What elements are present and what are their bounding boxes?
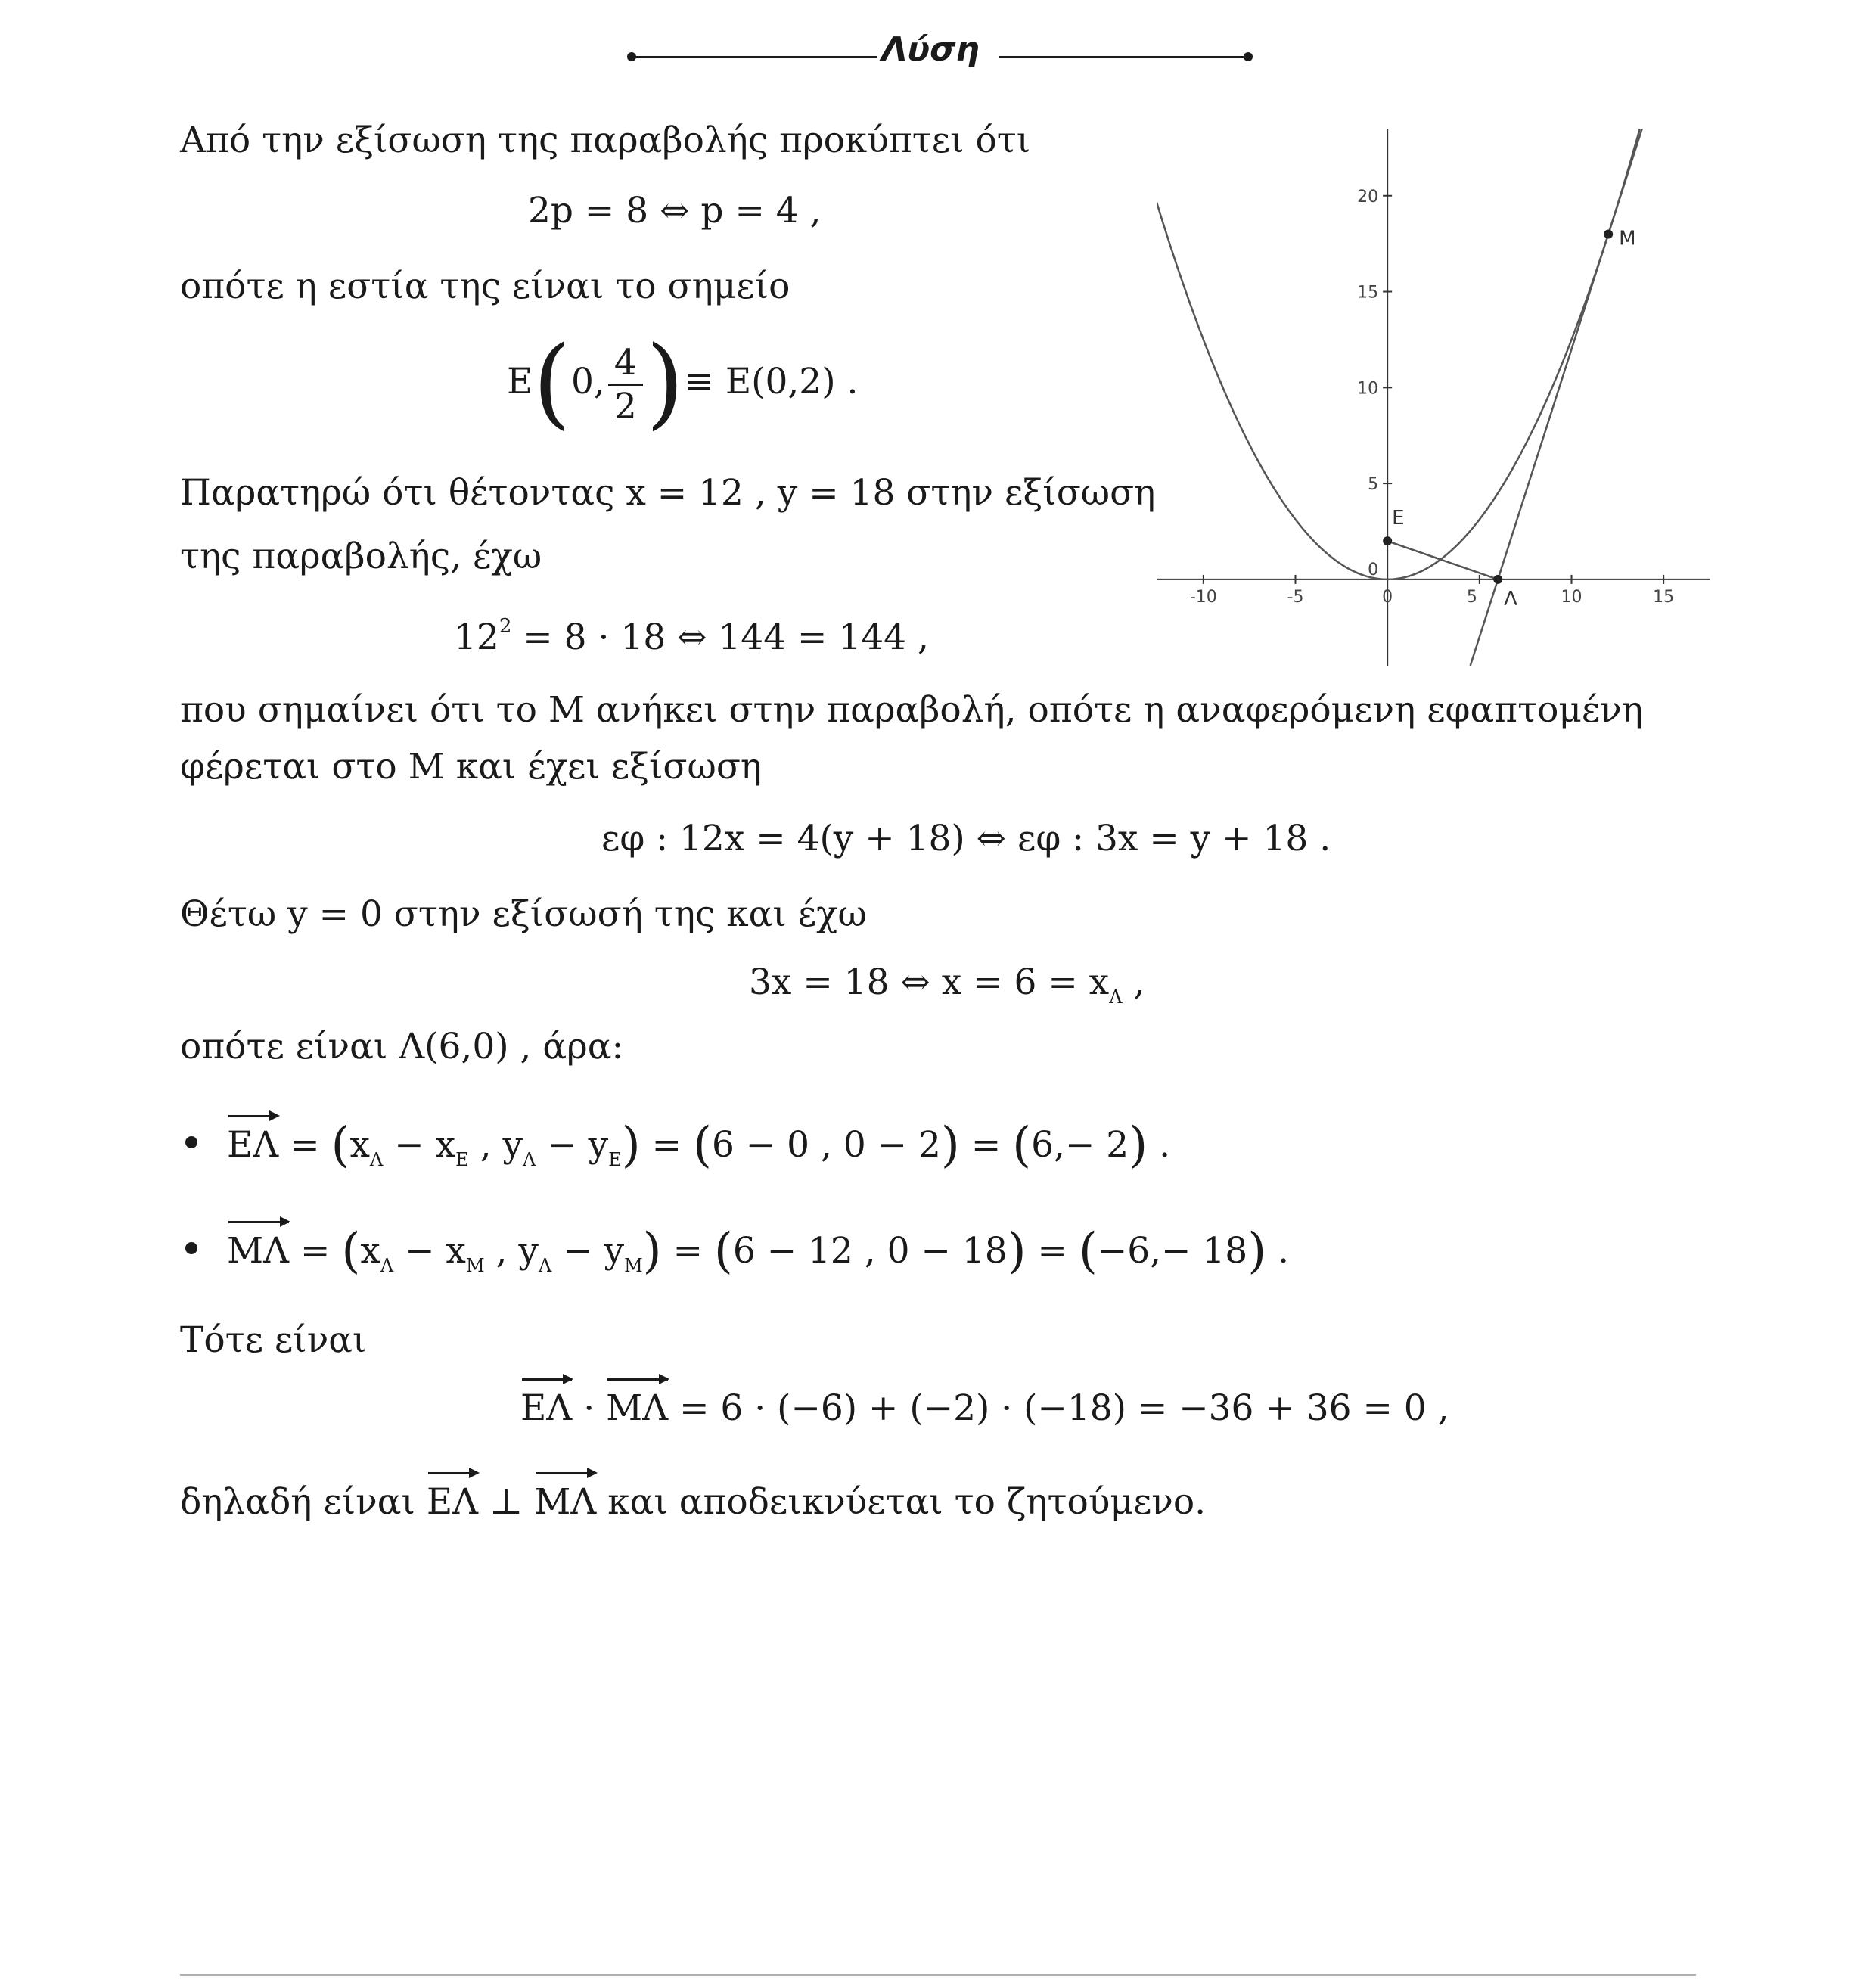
- equation-dot-product: [520, 1387, 1449, 1429]
- point-label: Ε: [1392, 507, 1405, 530]
- eq-sign: =: [661, 1230, 714, 1272]
- term: − y: [551, 1230, 625, 1272]
- bullet-1-dot: [185, 1136, 197, 1148]
- x-tick-label: 15: [1653, 587, 1675, 607]
- paren-close: ): [621, 1117, 641, 1173]
- paren-close: ): [1007, 1223, 1027, 1279]
- paren-open: (: [341, 1223, 361, 1279]
- x-tick-label: -5: [1287, 587, 1304, 607]
- paren-close: ): [645, 325, 685, 440]
- parabola-graph: [1157, 129, 1710, 666]
- section-title: Λύση: [881, 30, 980, 69]
- lambda-end: ,: [1122, 961, 1145, 1003]
- section-header: [0, 30, 1876, 83]
- paren-close: ): [940, 1117, 960, 1173]
- dot-operator: ·: [572, 1387, 607, 1429]
- term: −6,− 18: [1097, 1230, 1248, 1272]
- check-base: 12: [454, 617, 499, 658]
- fraction: [608, 341, 643, 427]
- focus-result: ≡ Ε(0,2) .: [684, 361, 859, 402]
- fraction-numerator: 4: [608, 345, 643, 386]
- footer-rule: [180, 1974, 1696, 1976]
- eq-sign: =: [289, 1230, 342, 1272]
- term: − y: [536, 1124, 609, 1166]
- paren-open: (: [533, 325, 572, 440]
- equation-check: [454, 615, 929, 658]
- vector-ML: ΜΛ: [606, 1387, 669, 1429]
- subscript: Μ: [624, 1255, 643, 1276]
- origin-label: 0: [1368, 560, 1379, 579]
- paren-close: ): [642, 1223, 662, 1279]
- bullet-2-dot: [185, 1242, 197, 1254]
- x-tick-label: 5: [1466, 587, 1477, 607]
- x-tick-label: -10: [1189, 587, 1217, 607]
- eq-sign: =: [640, 1124, 693, 1166]
- paren-open: (: [692, 1117, 712, 1173]
- eq-sign: =: [1026, 1230, 1079, 1272]
- perp-symbol: ⊥: [478, 1481, 535, 1523]
- focus-label: Ε: [507, 361, 533, 402]
- point-Λ: [1493, 575, 1502, 584]
- header-left-rule: [632, 56, 877, 58]
- text-line-7: Θέτω y = 0 στην εξίσωσή της και έχω: [180, 893, 867, 935]
- subscript: Ε: [608, 1149, 622, 1170]
- vector-EL: ΕΛ: [426, 1481, 479, 1523]
- subscript: Λ: [523, 1149, 536, 1170]
- equation-lambda: [749, 961, 1145, 1008]
- paren-close: ): [1129, 1117, 1148, 1173]
- point-Ε: [1383, 536, 1392, 545]
- fraction-denominator: 2: [613, 385, 637, 427]
- term: 6 − 12 , 0 − 18: [732, 1230, 1008, 1272]
- bullet-1-equation: [227, 1117, 1171, 1173]
- subscript: Μ: [465, 1255, 485, 1276]
- term: − x: [393, 1230, 466, 1272]
- equation-p: 2p = 8 ⇔ p = 4 ,: [528, 190, 822, 231]
- term: 6,− 2: [1031, 1124, 1129, 1166]
- conclusion-end: και αποδεικνύεται το ζητούμενο.: [596, 1481, 1207, 1523]
- text-line-8: οπότε είναι Λ(6,0) , άρα:: [180, 1026, 624, 1067]
- term: , y: [468, 1124, 523, 1166]
- focus-zero: 0,: [571, 361, 605, 402]
- text-line-1: Από την εξίσωση της παραβολής προκύπτει ότι: [180, 120, 1031, 161]
- term: x: [360, 1230, 380, 1272]
- x-tick-label: 0: [1382, 587, 1393, 607]
- term: x: [349, 1124, 371, 1166]
- eq-sign: =: [959, 1124, 1013, 1166]
- x-tick-label: 10: [1561, 587, 1582, 607]
- vector-EL: ΕΛ: [520, 1387, 573, 1429]
- subscript: Λ: [380, 1255, 394, 1276]
- tangent-line: [1471, 129, 1642, 666]
- eq-sign: =: [278, 1124, 331, 1166]
- text-line-6: φέρεται στο Μ και έχει εξίσωση: [180, 746, 763, 787]
- paren-open: (: [331, 1117, 350, 1173]
- y-tick-label: 5: [1368, 475, 1379, 495]
- text-line-9: Τότε είναι: [180, 1319, 367, 1361]
- segment-E-L: [1387, 541, 1498, 579]
- paren-open: (: [1078, 1223, 1098, 1279]
- check-rest: = 8 · 18 ⇔ 144 = 144 ,: [511, 617, 929, 658]
- equation-tangent: εφ : 12x = 4(y + 18) ⇔ εφ : 3x = y + 18 .: [601, 818, 1331, 859]
- y-tick-label: 10: [1357, 379, 1379, 399]
- dot-product-rest: = 6 · (−6) + (−2) · (−18) = −36 + 36 = 0 ,: [668, 1387, 1449, 1429]
- header-right-rule: [999, 56, 1248, 58]
- lambda-subscript: Λ: [1109, 986, 1123, 1008]
- lambda-main: 3x = 18 ⇔ x = 6 = x: [749, 961, 1110, 1003]
- point-label: Λ: [1504, 587, 1517, 610]
- term: , y: [484, 1230, 539, 1272]
- equation-focus: [507, 325, 859, 440]
- term: 6 − 0 , 0 − 2: [711, 1124, 941, 1166]
- text-line-5: που σημαίνει ότι το Μ ανήκει στην παραβολή, οπότε η αναφερόμενη εφαπτομένη: [180, 689, 1643, 731]
- subscript: Λ: [370, 1149, 384, 1170]
- header-right-dot: [1244, 52, 1253, 61]
- text-line-2: οπότε η εστία της είναι το σημείο: [180, 266, 790, 307]
- point-Μ: [1604, 229, 1613, 238]
- vector-EL: ΕΛ: [227, 1124, 279, 1166]
- subscript: Ε: [455, 1149, 469, 1170]
- vector-ML: ΜΛ: [534, 1481, 597, 1523]
- paren-open: (: [713, 1223, 733, 1279]
- y-tick-label: 15: [1357, 283, 1379, 303]
- paren-close: ): [1247, 1223, 1267, 1279]
- text-line-3: Παρατηρώ ότι θέτοντας x = 12 , y = 18 στην εξίσωση: [180, 472, 1156, 514]
- term: .: [1266, 1230, 1290, 1272]
- term: .: [1148, 1124, 1171, 1166]
- y-tick-label: 20: [1357, 187, 1379, 207]
- subscript: Λ: [538, 1255, 552, 1276]
- text-line-4: της παραβολής, έχω: [180, 536, 542, 577]
- conclusion-start: δηλαδή είναι: [180, 1481, 427, 1523]
- paren-open: (: [1012, 1117, 1032, 1173]
- vector-ML: ΜΛ: [227, 1230, 290, 1272]
- bullet-2-equation: [227, 1223, 1290, 1279]
- text-line-10: [180, 1481, 1207, 1523]
- check-exponent: 2: [499, 615, 512, 638]
- term: − x: [383, 1124, 456, 1166]
- point-label: Μ: [1619, 227, 1636, 250]
